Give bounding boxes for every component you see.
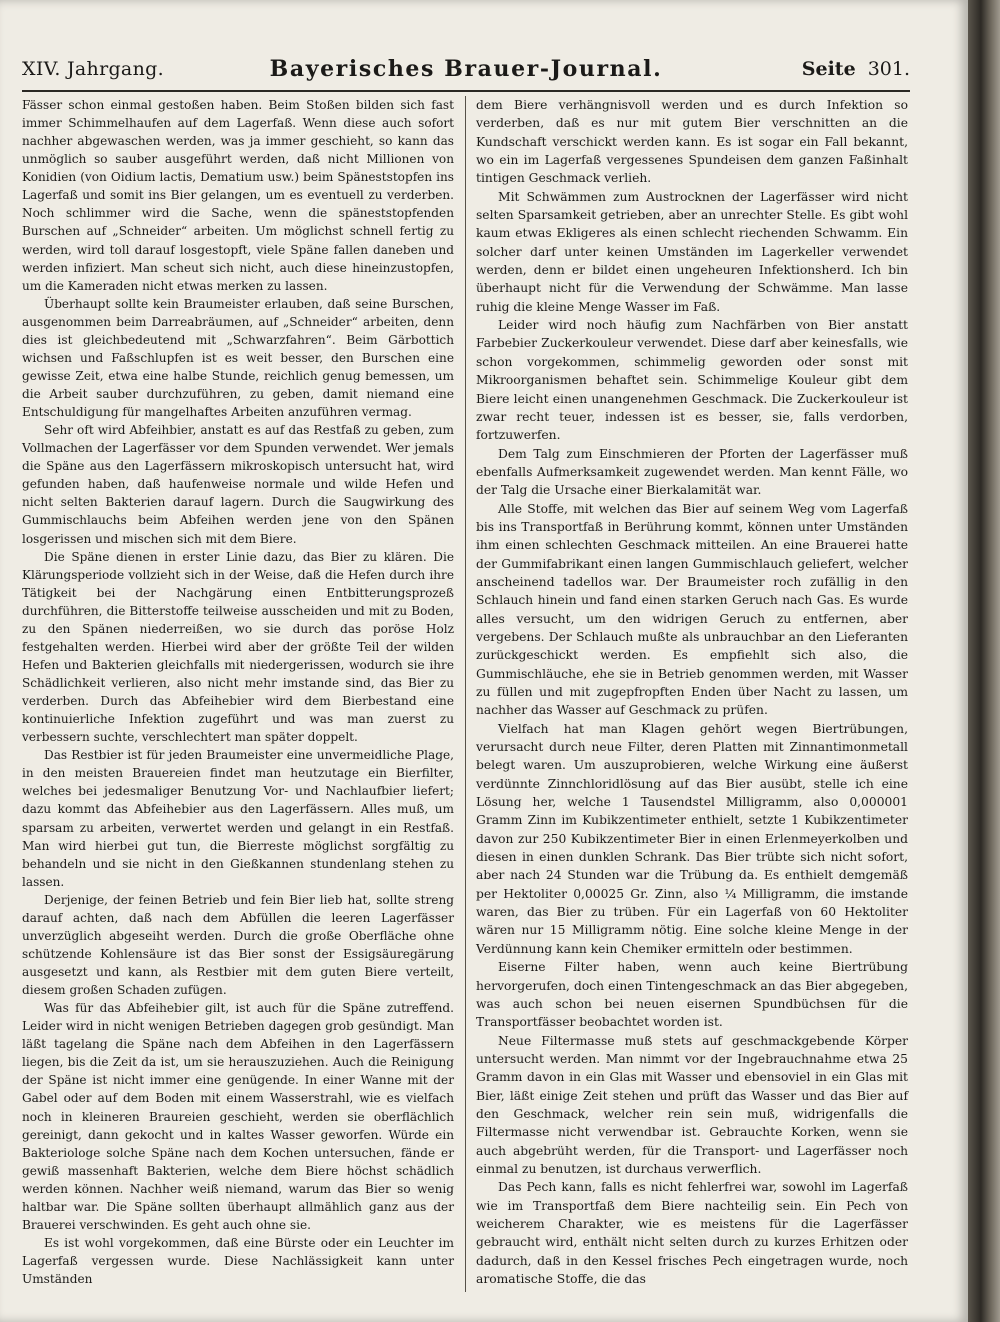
paragraph: Alle Stoffe, mit welchen das Bier auf seinem Weg vom Lagerfaß bis ins Transportfaß in Berührung kommt, können unter Umständen ihm einen schlechten Geschmack mitteilen. An eine Brauerei hatte der Gummifabrikant einen langen Gummischlauch geliefert, welcher anscheinend tadellos war. Der Braumeister roch zufällig in den Schlauch hinein und fand einen starken Geruch nach Gas. Es wurde alles versucht, um den widrigen Geruch zu entfernen, aber vergebens. Der Schlauch mußte als unbrauchbar an den Lieferanten zurückgeschickt werden. Es empfiehlt sich also, die Gummischläuche, ehe sie in Betrieb genommen werden, mit Wasser zu füllen und mit zugepfropften Enden über Nacht zu lassen, um nachher das Wasser auf Geschmack zu prüfen. [476,501,908,718]
paragraph: Was für das Abfeihebier gilt, ist auch für die Späne zutreffend. Leider wird in nicht wenigen Betrieben dagegen grob gesündigt. Man läßt tagelang die Späne nach dem Abfeihen in den Lagerfässern liegen, bis die Zeit da ist, um sie herauszuziehen. Auch die Reinigung der Späne ist nicht immer eine genügende. In einer Wanne mit der Gabel oder auf dem Boden mit einem Wasserstrahl, wie es vielfach noch in kleineren Braureien geschieht, werden sie oberflächlich gereinigt, dann gekocht und in kaltes Wasser geworfen. Würde ein Bakteriologe solche Späne nach dem Kochen untersuchen, fände er gewiß massenhaft Bakterien, welche dem Biere höchst schädlich werden können. Nachher weiß niemand, warum das Bier so wenig haltbar war. Die Späne sollten überhaupt allmählich ganz aus der Brauerei verschwinden. Es geht auch ohne sie. [22,1001,454,1232]
paragraph: Leider wird noch häufig zum Nachfärben von Bier anstatt Farbebier Zuckerkouleur verwendet. Diese darf aber keinesfalls, wie schon vorgekommen, schimmelig geworden oder sonst mit Mikroorganismen behaftet sein. Schimmelige Kouleur gibt dem Biere leicht einen unangenehmen Geschmack. Die Zuckerkouleur ist zwar recht teuer, indessen ist es besser, sie, falls verdorben, fortzuwerfen. [476,318,908,443]
paragraph: Das Restbier ist für jeden Braumeister eine unvermeidliche Plage, in den meisten Brauereien findet man heutzutage ein Bierfilter, welches bei jedesmaliger Benutzung Vor- und Nachlaufbier liefert; dazu kommt das Abfeihebier aus den Lagerfässern. Alles muß, um sparsam zu arbeiten, verwertet werden und gelangt in ein Restfaß. Man wird hierbei gut tun, die Bierreste möglichst sorgfältig zu behandeln und sie nicht in den Gießkannen stundenlang stehen zu lassen. [22,748,454,889]
paragraph: Mit Schwämmen zum Austrocknen der Lagerfässer wird nicht selten Sparsamkeit getrieben, aber an unrechter Stelle. Es gibt wohl kaum etwas Ekligeres als einen schlecht riechenden Schwamm. Ein solcher darf unter keinen Umständen im Lagerkeller verwendet werden, denn er bildet einen ungeheuren Infektionsherd. Ich bin überhaupt nicht für die Verwendung der Schwämme. Man lasse ruhig die kleine Menge Wasser im Faß. [476,189,908,314]
paragraph: Überhaupt sollte kein Braumeister erlauben, daß seine Burschen, ausgenommen beim Darreabräumen, auf „Schneider“ arbeiten, denn dies ist gleichbedeutend mit „Schwarzfahren“. Beim Gärbottich wichsen und Faßschlupfen ist es weit besser, den Burschen eine gewisse Zeit, etwa eine halbe Stunde, reichlich genug bemessen, um die Arbeit sauber durchzuführen, zu geben, damit niemand eine Entschuldigung für mangelhaftes Arbeiten anzuführen vermag. [22,296,454,420]
paragraph: dem Biere verhängnisvoll werden und es durch Infektion so verderben, daß es nur mit gutem Bier verschnitten an die Kundschaft verschickt werden kann. Es ist sogar ein Fall bekannt, wo ein im Lagerfaß vergessenes Spundeisen dem ganzen Faßinhalt tintigen Geschmack verlieh. [476,98,908,186]
page-label: Seite [801,58,856,80]
paragraph: Sehr oft wird Abfeihbier, anstatt es auf das Restfaß zu geben, zum Vollmachen der Lagerfässer vor dem Spunden verwendet. Wer jemals die Späne aus den Lagerfässern mikroskopisch untersucht hat, wird gefunden haben, daß haufenweise normale und wilde Hefen und nicht selten Bakterien darauf lagern. Durch die Saugwirkung des Gummischlauchs beim Abfeihen werden jene von den Spänen losgerissen und mischen sich mit dem Biere. [22,423,454,546]
left-column [22,96,454,1288]
paragraph: Dem Talg zum Einschmieren der Pforten der Lagerfässer muß ebenfalls Aufmerksamkeit zugewendet werden. Man kennt Fälle, wo der Talg die Ursache einer Bierkalamität war. [476,446,908,498]
book-binding-edge [968,0,1000,1322]
journal-title: Bayerisches Brauer-Journal. [269,56,663,82]
page-header [22,56,910,92]
paragraph: Das Pech kann, falls es nicht fehlerfrei war, sowohl im Lagerfaß wie im Transportfaß dem Biere nachteilig sein. Ein Pech von weicherem Charakter, wie es meistens für die Lagerfässer gebraucht wird, enthält nicht selten durch zu kurzes Erhitzen oder dadurch, daß in den Kessel frisches Pech eingetragen wurde, noch aromatische Stoffe, die das [476,1180,908,1286]
paragraph: Eiserne Filter haben, wenn auch keine Biertrübung hervorgerufen, doch einen Tintengeschmack an das Bier abgegeben, was auch schon bei neuen eisernen Spundbüchsen für die Transportfässer beobachtet worden ist. [476,960,908,1030]
paragraph: Fässer schon einmal gestoßen haben. Beim Stoßen bilden sich fast immer Schimmelhaufen auf dem Lagerfaß. Wenn diese auch sofort nachher abgewaschen werden, was ja immer geschieht, so kann das unmöglich so sauber ausgeführt werden, daß nicht Millionen von Konidien (von Oidium lactis, Dematium usw.) beim Späneststopfen ins Lagerfaß und somit ins Bier gelangen, um es eventuell zu verderben. Noch schlimmer wird die Sache, wenn die späneststopfenden Burschen auf „Schneider“ arbeiten. Um möglichst schnell fertig zu werden, wird toll darauf losgestopft, viele Späne fallen daneben und werden infiziert. Man scheut sich nicht, auch diese hineinzustopfen, um die Kameraden nicht etwas merken zu lassen. [22,98,454,293]
paragraph: Vielfach hat man Klagen gehört wegen Biertrübungen, verursacht durch neue Filter, deren Platten mit Zinnantimonmetall belegt waren. Um auszuprobieren, welche Wirkung eine äußerst verdünnte Zinnchloridlösung auf das Bier ausübt, stelle ich eine Lösung her, welche 1 Tausendstel Milligramm, also 0,000001 Gramm Zinn im Kubikzentimeter enthielt, setzte 1 Kubikzentimeter davon zur 250 Kubikzentimeter Bier in einen Erlenmeyerkolben und diesen in einen dunklen Schrank. Das Bier trübte sich nicht sofort, aber nach 24 Stunden war die Trübung da. Es enthielt demgemäß per Hektoliter 0,00025 Gr. Zinn, also ¼ Milligramm, die imstande waren, das Bier zu trüben. Für ein Lagerfaß von 60 Hektoliter wären nur 15 Milligramm nötig. Eine solche kleine Menge in der Verdünnung kann kein Chemiker ermitteln oder bestimmen. [476,721,908,956]
paragraph: Die Späne dienen in erster Linie dazu, das Bier zu klären. Die Klärungsperiode vollzieht sich in der Weise, daß die Hefen durch ihre Tätigkeit bei der Nachgärung einen Entbitterungsprozeß durchführen, die Bitterstoffe teilweise ausscheiden und mit zu Boden, zu den Spänen niederreißen, wo sie durch das poröse Holz festgehalten werden. Hierbei wird aber der größte Teil der wilden Hefen und Bakterien gleichfalls mit niedergerissen, wodurch sie ihre Schädlichkeit verlieren, also nicht mehr imstande sind, das Bier zu verderben. Durch das Abfeihebier wird dem Bierbestand eine kontinuierliche Infektion zugeführt und was man zuerst zu verbessern suchte, verschlechtert man später doppelt. [22,549,454,745]
paragraph: Derjenige, der feinen Betrieb und fein Bier lieb hat, sollte streng darauf achten, daß nach dem Abfüllen die leeren Lagerfässer unverzüglich abgeseiht werden. Durch die große Oberfläche ohne schützende Kohlensäure ist das Bier sonst der Essigsäuregärung ausgesetzt und kann, als Restbier mit dem guten Biere verteilt, diesem großen Schaden zufügen. [22,892,454,998]
volume-label: XIV. Jahrgang. [22,58,164,80]
right-column [476,96,908,1288]
page-number-label [802,58,910,80]
column-divider [465,96,466,1292]
page-number: 301. [867,58,910,80]
paragraph: Es ist wohl vorgekommen, daß eine Bürste oder ein Leuchter im Lagerfaß vergessen wurde. Diese Nachlässigkeit kann unter Umständen [22,1235,454,1287]
paragraph: Neue Filtermasse muß stets auf geschmackgebende Körper untersucht werden. Man nimmt vor der Ingebrauchnahme etwa 25 Gramm davon in ein Glas mit Wasser und ebensoviel in ein Glas mit Bier, läßt einige Zeit stehen und prüft das Wasser und das Bier auf den Geschmack, welcher rein sein muß, widrigenfalls die Filtermasse nicht verwendbar ist. Gebrauchte Korken, wenn sie auch abgebrüht werden, für die Transport- und Lagerfässer noch einmal zu benutzen, ist durchaus verwerflich. [476,1033,908,1176]
